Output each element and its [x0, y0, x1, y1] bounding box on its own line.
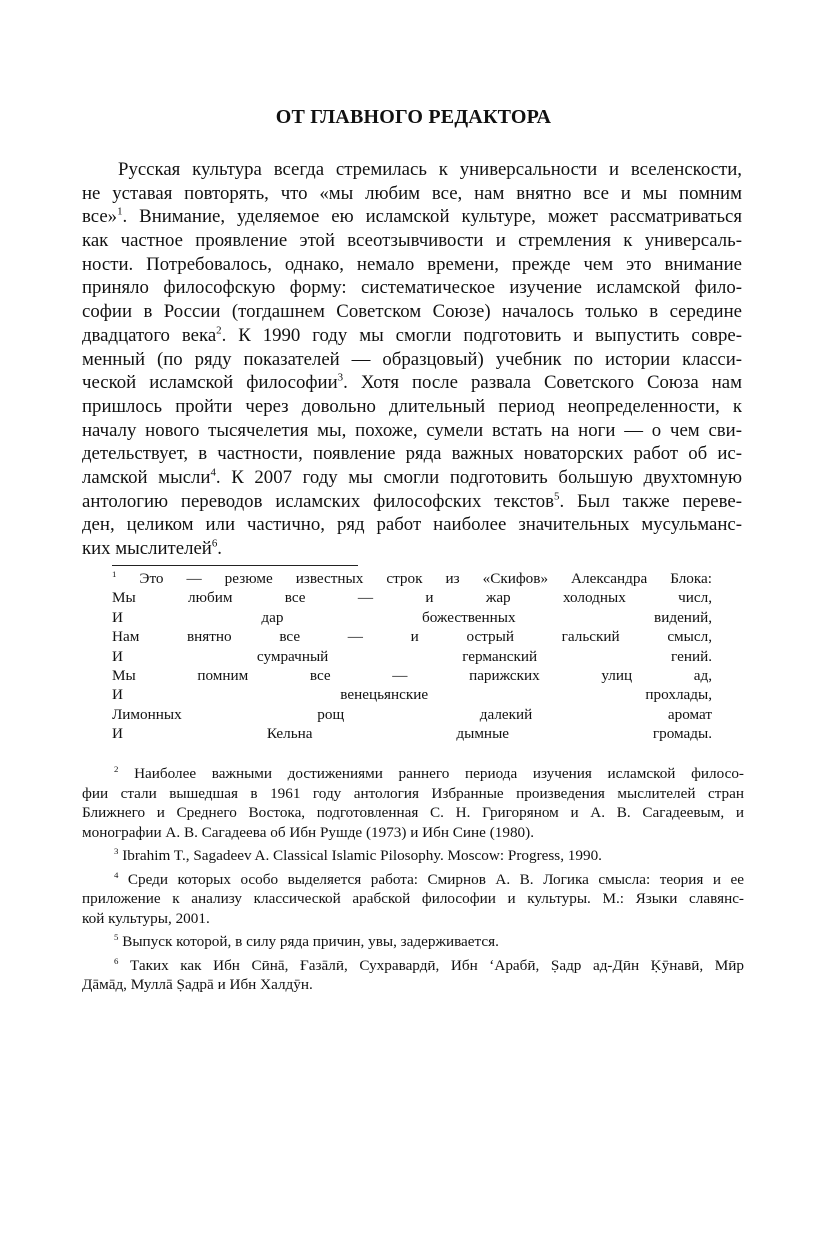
paragraph-line: ческой исламской философии$^3$. Хотя после развала Советского Союза нам	[82, 371, 743, 394]
footnote-2	[82, 764, 744, 842]
footnotes	[82, 764, 744, 995]
footnote-ref: 2	[216, 324, 222, 337]
poem-line: Мы помним все — парижских улиц ад,	[112, 666, 712, 684]
footnote-marker: 3	[114, 845, 119, 856]
footnote-line: $^2$ Наиболее важными достижениями раннего периода изучения исламской филосо-	[114, 763, 744, 782]
footnote-marker: 2	[114, 763, 119, 774]
footnote-line: $^3$ Ibrahim T., Sagadeev A. Classical Islamic Pilosophy. Moscow: Progress, 1990.	[114, 845, 602, 864]
poem-line: И сумрачный германский гений.	[112, 647, 712, 665]
paragraph-line: началу нового тысячелетия мы, похоже, сумели встать на ноги — о чем сви-	[82, 419, 742, 441]
footnote-separator	[112, 565, 358, 566]
footnote-line: $^6$ Таких как Ибн Сӣнā, Ғазāлӣ, Сухравардӣ, Ибн ʻАрабӣ, Ṣадр ад-Дӣн Ḳӯнавӣ, Мӣр	[114, 955, 744, 974]
footnote-marker: 6	[114, 955, 119, 966]
footnote-3	[82, 846, 744, 866]
footnote-line: Ближнего и Среднего Востока, подготовленная С. Н. Григоряном и А. В. Сагадеевым, и	[82, 804, 744, 821]
paragraph-line: антологию переводов исламских философских текстов$^5$. Был также переве-	[82, 490, 742, 512]
paragraph-line: все»$^1$. Внимание, уделяемое ею исламской культуре, может рассматриваться	[82, 206, 742, 228]
footnote-ref: 1	[117, 206, 123, 219]
paragraph-line: двадцатого века$^2$. К 1990 году мы смогли подготовить и выпустить совре-	[82, 324, 742, 346]
paragraph-line: ламской мысли$^4$. К 2007 году мы смогли подготовить большую двухтомную	[82, 466, 742, 488]
footnote-line: Дāмāд, Муллā Ṣадрā и Ибн Халдӯн.	[82, 976, 313, 993]
footnote-5	[82, 932, 744, 952]
footnote-ref: 4	[210, 466, 216, 479]
poem-line: Нам внятно все — и острый гальский смысл,	[112, 628, 712, 646]
paragraph-line: пришлось пройти через довольно длительный период неопределенности, к	[82, 395, 742, 417]
poem-line: Мы любим все — и жар холодных числ,	[112, 589, 712, 607]
footnote-1	[112, 569, 712, 744]
paragraph-line: не уставая повторять, что «мы любим все, нам внятно все и мы помним	[82, 182, 742, 204]
paragraph-line: приняло философскую форму: систематическое изучение исламской фило-	[82, 277, 742, 299]
footnote-marker: 5	[114, 931, 119, 942]
footnote-marker: 4	[114, 869, 119, 880]
footnote-line: фии стали вышедшая в 1961 году антология Избранные произведения мыслителей стран	[82, 784, 744, 802]
footnote-4	[82, 870, 744, 929]
paragraph-line: ден, целиком или частично, ряд работ наиболее значительных мусульманс-	[82, 514, 742, 536]
paragraph-line: ких мыслителей$^6$.	[82, 537, 222, 559]
paragraph-line: Русская культура всегда стремилась к универсальности и вселенскости,	[118, 159, 742, 180]
footnote-line: $^1$ Это — резюме известных строк из «Скифов» Александра Блока:	[112, 568, 712, 587]
footnote-line: приложение к анализу классической арабской философии и культуры. М.: Языки славянс-	[82, 890, 744, 907]
footnote-line: $^5$ Выпуск которой, в силу ряда причин, увы, задерживается.	[114, 931, 499, 950]
poem-line: Лимонных рощ далекий аромат	[112, 705, 712, 723]
footnote-line: $^4$ Среди которых особо выделяется работа: Смирнов А. В. Логика смысла: теория и ее	[114, 869, 744, 888]
page-title: ОТ ГЛАВНОГО РЕДАКТОРА	[275, 106, 552, 128]
poem-line: И дар божественных видений,	[112, 608, 712, 626]
poem-line: И Кельна дымные громады.	[112, 725, 712, 743]
footnote-6	[82, 956, 744, 995]
paragraph-line: менный (по ряду показателей — образцовый) учебник по истории класси-	[82, 348, 742, 370]
footnote-line: монографии А. В. Сагадеева об Ибн Рушде (1973) и Ибн Сине (1980).	[82, 823, 535, 841]
footnote-ref: 5	[553, 490, 560, 503]
main-paragraph	[82, 158, 742, 561]
paragraph-line: ности. Потребовалось, однако, немало времени, прежде чем это внимание	[82, 253, 742, 275]
footnote-ref: 3	[337, 371, 344, 384]
footnote-line: кой культуры, 2001.	[82, 909, 210, 927]
footnote-marker: 1	[112, 568, 117, 579]
paragraph-line: софии в России (тогдашнем Советском Союзе) началось только в середине	[82, 301, 742, 323]
paragraph-line: как частное проявление этой всеотзывчивости и стремления к универсаль-	[82, 230, 742, 252]
paragraph-line: детельствует, в частности, появление ряда важных новаторских работ об ис-	[82, 443, 742, 465]
poem-line: И венецьянские прохлады,	[112, 686, 712, 704]
footnote-ref: 6	[211, 537, 218, 550]
